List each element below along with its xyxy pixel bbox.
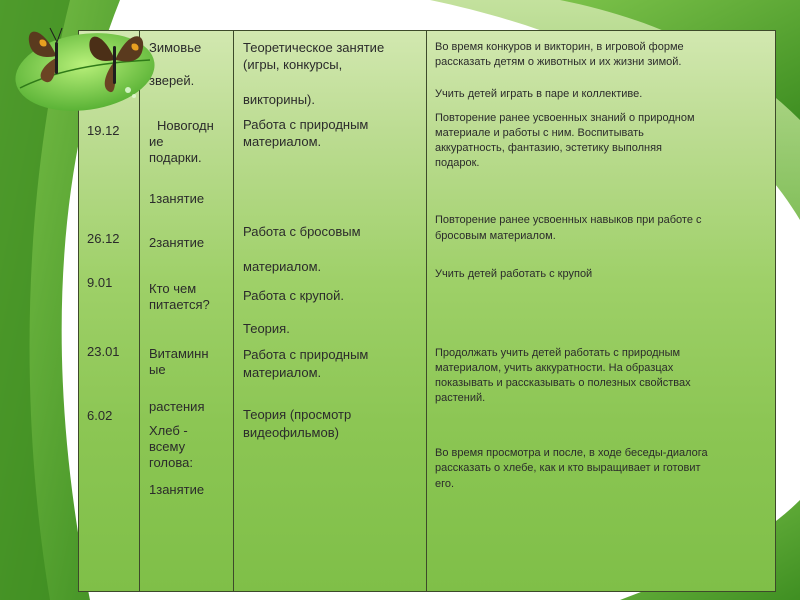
form-line: материалом. — [243, 259, 322, 274]
butterfly-icon — [80, 22, 150, 102]
topic-line: питается? — [149, 297, 210, 312]
topic-line: Зимовье — [149, 40, 202, 55]
topic-line: растения — [149, 399, 205, 414]
column-divider — [233, 31, 234, 591]
goal-line: показывать и рассказывать о полезных свойствах — [435, 377, 691, 389]
topic-line: ие — [149, 134, 164, 149]
date-cell: 26.12 — [87, 231, 120, 246]
form-line: материалом. — [243, 365, 322, 380]
goal-line: Во время просмотра и после, в ходе беседы-диалога — [435, 447, 708, 459]
date-cell: 23.01 — [87, 344, 120, 359]
topic-line: всему — [149, 439, 186, 454]
form-line: викторины). — [243, 92, 315, 107]
goal-line: растений. — [435, 392, 486, 404]
form-line: материалом. — [243, 134, 322, 149]
topic-line: голова: — [149, 455, 193, 470]
goal-line: материалом, учить аккуратности. На образцах — [435, 362, 674, 374]
lesson-plan-table — [78, 30, 776, 592]
topic-line: 1занятие — [149, 482, 205, 497]
goal-line: рассказать детям о животных и их жизни зимой. — [435, 56, 682, 68]
goal-line: рассказать о хлебе, как и кто выращивает и готовит — [435, 462, 701, 474]
goal-line: Учить детей работать с крупой — [435, 268, 593, 280]
form-line: Работа с бросовым — [243, 224, 361, 239]
form-line: Теория. — [243, 321, 290, 336]
goal-line: его. — [435, 478, 455, 490]
goal-line: Продолжать учить детей работать с природным — [435, 347, 681, 359]
goal-line: бросовым материалом. — [435, 230, 556, 242]
topic-line: ые — [149, 362, 166, 377]
form-line: видеофильмов) — [243, 425, 339, 440]
topic-line: зверей. — [149, 73, 195, 88]
form-line: Теория (просмотр — [243, 407, 352, 422]
form-line: Работа с природным — [243, 117, 369, 132]
topic-line: Хлеб - — [149, 423, 188, 438]
goal-line: Повторение ранее усвоенных знаний о природном — [435, 112, 695, 124]
topic-line: Новогодн — [157, 118, 214, 133]
topic-line: подарки. — [149, 150, 202, 165]
topic-line: 2занятие — [149, 235, 205, 250]
date-cell: 6.02 — [87, 408, 113, 423]
form-line: (игры, конкурсы, — [243, 57, 343, 72]
goal-line: материале и работы с ним. Воспитывать — [435, 127, 644, 139]
topic-line: 1занятие — [149, 191, 205, 206]
topic-line: Кто чем — [149, 281, 197, 296]
form-line: Работа с крупой. — [243, 288, 345, 303]
date-cell: 19.12 — [87, 123, 120, 138]
column-divider — [426, 31, 427, 591]
goal-line: Повторение ранее усвоенных навыков при работе с — [435, 214, 702, 226]
goal-line: Во время конкуров и викторин, в игровой форме — [435, 41, 684, 53]
goal-line: подарок. — [435, 157, 480, 169]
goal-line: аккуратность, фантазию, эстетику выполняя — [435, 142, 662, 154]
goal-line: Учить детей играть в паре и коллективе. — [435, 88, 643, 100]
form-line: Работа с природным — [243, 347, 369, 362]
topic-line: Витаминн — [149, 346, 209, 361]
form-line: Теоретическое занятие — [243, 40, 385, 55]
date-cell: 9.01 — [87, 275, 113, 290]
